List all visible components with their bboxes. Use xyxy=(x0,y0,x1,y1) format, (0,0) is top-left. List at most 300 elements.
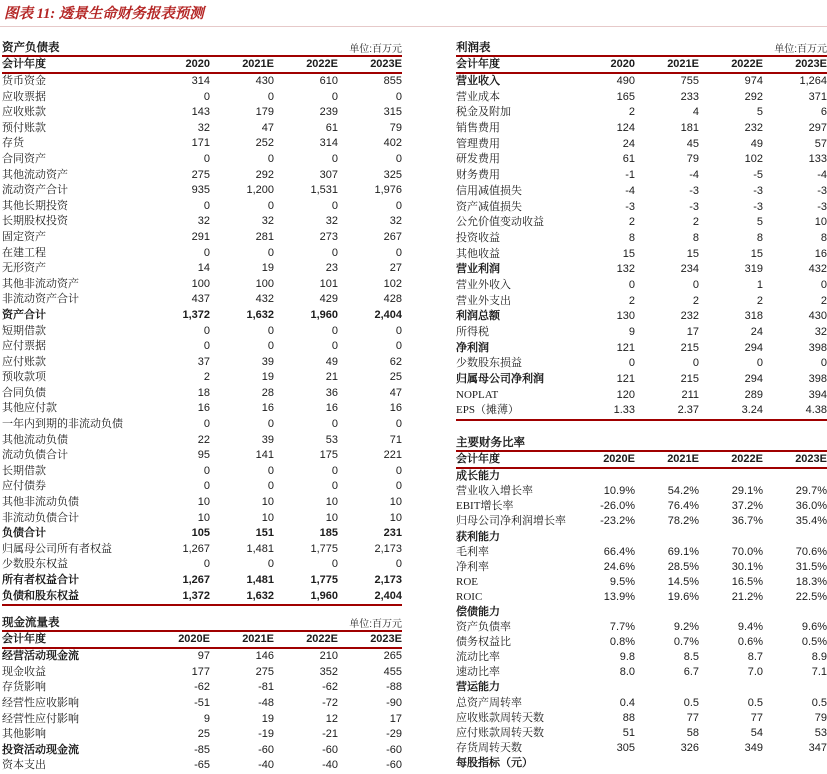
row-label: 应收账款 xyxy=(2,106,46,119)
row-value: 265 xyxy=(383,650,402,663)
row-value: 231 xyxy=(383,527,402,540)
row-label: 毛利率 xyxy=(456,545,489,558)
table-row xyxy=(456,200,827,216)
row-value: -21 xyxy=(322,728,338,741)
cash-flow-table xyxy=(2,614,402,774)
table-row xyxy=(456,575,827,590)
row-value: 61 xyxy=(622,153,635,166)
row-value: 289 xyxy=(744,388,763,401)
row-value: -62 xyxy=(194,681,210,694)
row-value: 69.1% xyxy=(667,545,699,558)
table-row xyxy=(456,403,827,419)
row-value: 432 xyxy=(808,263,827,276)
row-value: 1,200 xyxy=(246,184,274,197)
row-value: 347 xyxy=(808,741,827,754)
table-row xyxy=(2,246,402,262)
row-value: 0.5 xyxy=(811,696,827,709)
table-row xyxy=(2,680,402,696)
row-label: 应收账款周转天数 xyxy=(456,711,544,724)
row-value: 2 xyxy=(756,294,763,307)
row-value: 430 xyxy=(255,75,274,87)
table-row xyxy=(456,90,827,106)
row-label: 负债合计 xyxy=(2,527,46,540)
row-value: 5 xyxy=(756,216,763,229)
row-value: 855 xyxy=(383,75,402,87)
row-value: 0.5% xyxy=(801,636,827,649)
row-value: 39 xyxy=(261,355,274,368)
row-value: -72 xyxy=(322,696,338,709)
row-value: 3.24 xyxy=(741,404,763,417)
table-row xyxy=(456,262,827,278)
table-row xyxy=(456,499,827,514)
table-row xyxy=(456,514,827,529)
table-row xyxy=(2,370,402,386)
table-body xyxy=(456,74,827,421)
row-value: -3 xyxy=(817,184,827,197)
row-value: 19 xyxy=(261,262,274,275)
table-row xyxy=(2,121,402,137)
table-row xyxy=(2,324,402,340)
row-value: 0 xyxy=(395,340,402,353)
row-value: 7.7% xyxy=(609,621,635,634)
row-value: 2 xyxy=(820,294,827,307)
table-body xyxy=(2,649,402,774)
row-value: 0 xyxy=(820,278,827,291)
row-value: 100 xyxy=(255,277,274,290)
year-column-header: 2022E xyxy=(306,633,338,646)
row-value: 1,775 xyxy=(310,542,338,555)
row-value: 32 xyxy=(261,215,274,228)
row-value: 16 xyxy=(261,402,274,415)
row-value: 371 xyxy=(808,90,827,103)
row-label: 存货影响 xyxy=(2,681,46,694)
row-value: 1,481 xyxy=(246,542,274,555)
row-value: 0 xyxy=(395,152,402,165)
row-value: 10.9% xyxy=(603,485,635,498)
row-value: 29.1% xyxy=(731,485,763,498)
year-column-header: 2023E xyxy=(795,58,827,70)
row-value: 10 xyxy=(261,511,274,524)
row-label: 应收票据 xyxy=(2,90,46,103)
row-value: 0 xyxy=(267,246,274,259)
row-value: 7.1 xyxy=(811,666,827,679)
row-value: 297 xyxy=(808,122,827,135)
row-value: 32 xyxy=(325,215,338,228)
row-value: 28.5% xyxy=(667,560,699,573)
table-row xyxy=(2,292,402,308)
table-row xyxy=(2,479,402,495)
row-value: 8.5 xyxy=(683,651,699,664)
row-value: 79 xyxy=(814,711,827,724)
row-label: 营业利润 xyxy=(456,263,500,276)
row-value: 429 xyxy=(319,293,338,306)
row-label: 所得税 xyxy=(456,326,489,338)
row-value: 8.0 xyxy=(619,666,635,679)
table-row xyxy=(2,665,402,681)
row-label: 投资收益 xyxy=(456,231,500,244)
row-value: 1,267 xyxy=(182,574,210,586)
year-column-header: 2020 xyxy=(610,58,635,70)
row-value: 273 xyxy=(319,230,338,243)
table-row xyxy=(2,464,402,480)
year-column-header: 2022E xyxy=(731,453,763,466)
year-column-header: 2023E xyxy=(370,58,402,70)
row-value: 35.4% xyxy=(795,515,827,528)
row-value: 143 xyxy=(191,106,210,119)
row-label: 投资活动现金流 xyxy=(2,743,79,756)
row-value: 146 xyxy=(255,650,274,663)
row-value: 275 xyxy=(255,665,274,678)
row-value: 37 xyxy=(197,355,210,368)
row-value: 0 xyxy=(203,464,210,477)
row-value: 2 xyxy=(203,371,210,384)
row-value: 49 xyxy=(325,355,338,368)
row-value: 16 xyxy=(197,402,210,415)
row-value: 2 xyxy=(692,216,699,229)
row-value: 215 xyxy=(680,373,699,386)
row-value: 221 xyxy=(383,449,402,462)
row-value: -40 xyxy=(322,759,338,772)
row-value: 2 xyxy=(628,106,635,119)
table-row xyxy=(456,696,827,711)
row-value: 19.6% xyxy=(667,590,699,603)
row-value: 24.6% xyxy=(603,560,635,573)
row-value: 1,531 xyxy=(310,184,338,197)
row-value: 25 xyxy=(389,371,402,384)
row-value: 14.5% xyxy=(667,575,699,588)
row-label: ROIC xyxy=(456,590,483,603)
row-value: 314 xyxy=(191,75,210,87)
row-value: -5 xyxy=(753,169,763,182)
row-value: 9.5% xyxy=(609,575,635,588)
row-value: 0 xyxy=(203,199,210,212)
table-row xyxy=(2,526,402,542)
row-value: 935 xyxy=(191,184,210,197)
row-label: 营业外支出 xyxy=(456,294,511,307)
row-label: 在建工程 xyxy=(2,246,46,259)
row-label: 非流动负债合计 xyxy=(2,511,79,524)
row-value: 13.9% xyxy=(603,590,635,603)
row-value: 27 xyxy=(389,262,402,275)
row-label: 其他影响 xyxy=(2,728,46,741)
year-column-header: 2023E xyxy=(795,453,827,466)
row-value: -65 xyxy=(194,759,210,772)
row-value: 24 xyxy=(750,326,763,338)
year-header-label: 会计年度 xyxy=(2,633,46,646)
year-column-header: 2020E xyxy=(178,633,210,646)
row-value: 9 xyxy=(628,326,635,338)
row-value: 15 xyxy=(686,247,699,260)
row-value: 133 xyxy=(808,153,827,166)
row-value: 1,264 xyxy=(799,75,827,87)
table-title: 现金流量表 xyxy=(2,617,60,630)
row-label: 速动比率 xyxy=(456,666,500,679)
row-value: 1 xyxy=(756,278,763,291)
row-value: 1,481 xyxy=(246,574,274,586)
row-value: 0 xyxy=(331,199,338,212)
row-value: 39 xyxy=(261,433,274,446)
row-label: 资本支出 xyxy=(2,759,46,772)
table-row xyxy=(2,261,402,277)
row-value: 0 xyxy=(628,357,635,370)
year-column-header: 2021E xyxy=(667,453,699,466)
table-row xyxy=(456,74,827,90)
table-row xyxy=(456,309,827,325)
row-value: 105 xyxy=(191,527,210,540)
row-value: 1,960 xyxy=(310,589,338,602)
row-value: 349 xyxy=(744,741,763,754)
row-value: -4 xyxy=(817,169,827,182)
year-header-row xyxy=(456,57,827,74)
row-value: 10 xyxy=(197,496,210,509)
row-value: 9 xyxy=(203,712,210,725)
row-value: 2 xyxy=(628,216,635,229)
row-value: 6.7 xyxy=(683,666,699,679)
row-value: 151 xyxy=(255,527,274,540)
row-value: 307 xyxy=(319,168,338,181)
table-row xyxy=(456,741,827,756)
row-label: 管理费用 xyxy=(456,137,500,150)
row-value: 78.2% xyxy=(667,515,699,528)
row-value: 398 xyxy=(808,341,827,354)
row-value: 15 xyxy=(622,247,635,260)
row-value: 402 xyxy=(383,137,402,150)
row-value: 79 xyxy=(389,121,402,134)
row-label: 其他流动负债 xyxy=(2,433,68,446)
table-title: 利润表 xyxy=(456,42,491,54)
row-value: 179 xyxy=(255,106,274,119)
table-row xyxy=(456,590,827,605)
row-value: 25 xyxy=(197,728,210,741)
row-value: 1,960 xyxy=(310,308,338,321)
row-value: -60 xyxy=(322,743,338,756)
row-value: 177 xyxy=(191,665,210,678)
table-row xyxy=(2,136,402,152)
table-unit: 单位:百万元 xyxy=(774,44,827,55)
row-value: 234 xyxy=(680,263,699,276)
row-label: 经营活动现金流 xyxy=(2,650,79,663)
row-label: 营业外收入 xyxy=(456,278,511,291)
row-value: 10 xyxy=(325,511,338,524)
table-row xyxy=(456,356,827,372)
table-row xyxy=(2,758,402,774)
row-value: 16.5% xyxy=(731,575,763,588)
row-value: 394 xyxy=(808,388,827,401)
table-row xyxy=(456,484,827,499)
row-label: 应付票据 xyxy=(2,340,46,353)
row-value: 8.7 xyxy=(747,651,763,664)
year-header-row xyxy=(2,632,402,649)
row-value: 10 xyxy=(389,496,402,509)
table-row xyxy=(456,184,827,200)
row-value: 185 xyxy=(319,527,338,540)
row-value: 121 xyxy=(616,341,635,354)
row-value: 28 xyxy=(261,386,274,399)
row-value: 22 xyxy=(197,433,210,446)
row-value: 70.6% xyxy=(795,545,827,558)
year-column-header: 2021E xyxy=(242,58,274,70)
row-label: 所有者权益合计 xyxy=(2,574,79,586)
row-label: 经营性应收影响 xyxy=(2,696,79,709)
row-value: 171 xyxy=(191,137,210,150)
row-value: 21 xyxy=(325,371,338,384)
row-value: 66.4% xyxy=(603,545,635,558)
table-row xyxy=(456,726,827,741)
row-value: 77 xyxy=(686,711,699,724)
row-value: 30.1% xyxy=(731,560,763,573)
row-label: 其他收益 xyxy=(456,247,500,260)
row-value: -81 xyxy=(258,681,274,694)
row-label: 归属母公司所有者权益 xyxy=(2,542,112,555)
row-value: 54.2% xyxy=(667,485,699,498)
row-label: 资产负债率 xyxy=(456,621,511,634)
row-value: 8 xyxy=(692,231,699,244)
table-row xyxy=(2,696,402,712)
row-value: 314 xyxy=(319,137,338,150)
row-label: 存货 xyxy=(2,137,24,150)
row-label: 归属母公司净利润 xyxy=(456,373,544,386)
row-value: 211 xyxy=(681,388,699,401)
table-row xyxy=(2,214,402,230)
row-label: 合同负债 xyxy=(2,386,46,399)
row-value: 232 xyxy=(744,122,763,135)
left-column xyxy=(2,27,402,774)
row-value: 0 xyxy=(267,418,274,431)
row-value: 10 xyxy=(197,511,210,524)
row-value: 51 xyxy=(622,726,635,739)
row-value: 428 xyxy=(383,293,402,306)
row-value: 0 xyxy=(395,324,402,337)
year-header-label: 会计年度 xyxy=(456,453,500,466)
row-value: 0 xyxy=(395,558,402,571)
row-value: 71 xyxy=(389,433,402,446)
row-value: 37.2% xyxy=(731,500,763,513)
table-row xyxy=(2,495,402,511)
row-label: 应付债券 xyxy=(2,480,46,493)
row-value: 9.8 xyxy=(619,651,635,664)
year-header-label: 会计年度 xyxy=(2,58,46,70)
row-value: 8.9 xyxy=(811,651,827,664)
row-value: -3 xyxy=(625,200,635,213)
row-value: 0.5 xyxy=(747,696,763,709)
row-value: 124 xyxy=(616,122,635,135)
row-value: 0 xyxy=(267,340,274,353)
row-value: 281 xyxy=(255,230,274,243)
row-label: 资产合计 xyxy=(2,308,46,321)
row-value: -51 xyxy=(194,696,210,709)
table-row xyxy=(456,388,827,404)
row-label: 合同资产 xyxy=(2,152,46,165)
row-value: 0 xyxy=(331,480,338,493)
row-value: 0 xyxy=(331,418,338,431)
row-value: 0 xyxy=(331,246,338,259)
year-column-header: 2020E xyxy=(603,453,635,466)
table-row xyxy=(456,711,827,726)
row-value: 239 xyxy=(319,106,338,119)
row-label: 一年内到期的非流动负债 xyxy=(2,418,123,431)
row-value: 318 xyxy=(744,310,763,323)
row-value: 49 xyxy=(750,137,763,150)
row-label: 无形资产 xyxy=(2,262,46,275)
row-value: 232 xyxy=(680,310,699,323)
row-label: 财务费用 xyxy=(456,169,500,182)
row-label: 成长能力 xyxy=(456,470,500,483)
row-value: -62 xyxy=(322,681,338,694)
table-row xyxy=(2,74,402,90)
row-value: 22.5% xyxy=(795,590,827,603)
row-value: 252 xyxy=(255,137,274,150)
row-value: 76.4% xyxy=(667,500,699,513)
row-value: -40 xyxy=(258,759,274,772)
row-value: 455 xyxy=(383,665,402,678)
row-value: 17 xyxy=(389,712,402,725)
year-column-header: 2021E xyxy=(667,58,699,70)
row-value: 32 xyxy=(197,121,210,134)
table-row xyxy=(456,121,827,137)
table-row xyxy=(2,573,402,589)
row-value: 100 xyxy=(191,277,210,290)
row-value: 0 xyxy=(820,357,827,370)
row-value: 0 xyxy=(267,152,274,165)
row-value: 53 xyxy=(325,433,338,446)
row-value: -60 xyxy=(258,743,274,756)
table-row xyxy=(456,341,827,357)
row-value: 79 xyxy=(686,153,699,166)
row-value: 19 xyxy=(261,371,274,384)
row-value: 0.6% xyxy=(737,636,763,649)
row-value: 45 xyxy=(686,137,699,150)
row-value: 0 xyxy=(331,464,338,477)
table-row xyxy=(2,90,402,106)
row-label: 负债和股东权益 xyxy=(2,589,79,602)
row-value: 0 xyxy=(395,246,402,259)
figure-title: 图表 11: 透景生命财务报表预测 xyxy=(4,6,204,22)
year-column-header: 2022E xyxy=(306,58,338,70)
row-value: -60 xyxy=(386,743,402,756)
row-value: 0 xyxy=(331,90,338,103)
row-value: 9.2% xyxy=(673,621,699,634)
row-value: 352 xyxy=(319,665,338,678)
row-value: 275 xyxy=(191,168,210,181)
table-row xyxy=(456,635,827,650)
row-value: 17 xyxy=(686,326,699,338)
row-value: 0 xyxy=(756,357,763,370)
row-label: EBIT增长率 xyxy=(456,500,514,513)
table-title: 资产负债表 xyxy=(2,42,60,54)
table-row xyxy=(2,277,402,293)
row-value: 10 xyxy=(325,496,338,509)
year-column-header: 2020 xyxy=(185,58,210,70)
row-label: 资产减值损失 xyxy=(456,200,522,213)
year-column-header: 2022E xyxy=(731,58,763,70)
table-row xyxy=(2,199,402,215)
table-row xyxy=(2,542,402,558)
row-value: 141 xyxy=(255,449,274,462)
table-row xyxy=(2,433,402,449)
row-label: 货币资金 xyxy=(2,75,46,87)
row-value: 1,372 xyxy=(182,308,210,321)
row-value: 61 xyxy=(325,121,338,134)
row-label: 其他非流动负债 xyxy=(2,496,79,509)
row-label: 流动负债合计 xyxy=(2,449,68,462)
table-row xyxy=(456,530,827,545)
row-value: 2.37 xyxy=(677,404,699,417)
row-value: 0 xyxy=(395,480,402,493)
row-value: 132 xyxy=(616,263,635,276)
row-value: 0 xyxy=(267,324,274,337)
row-value: 0 xyxy=(395,418,402,431)
row-value: -1 xyxy=(625,169,635,182)
